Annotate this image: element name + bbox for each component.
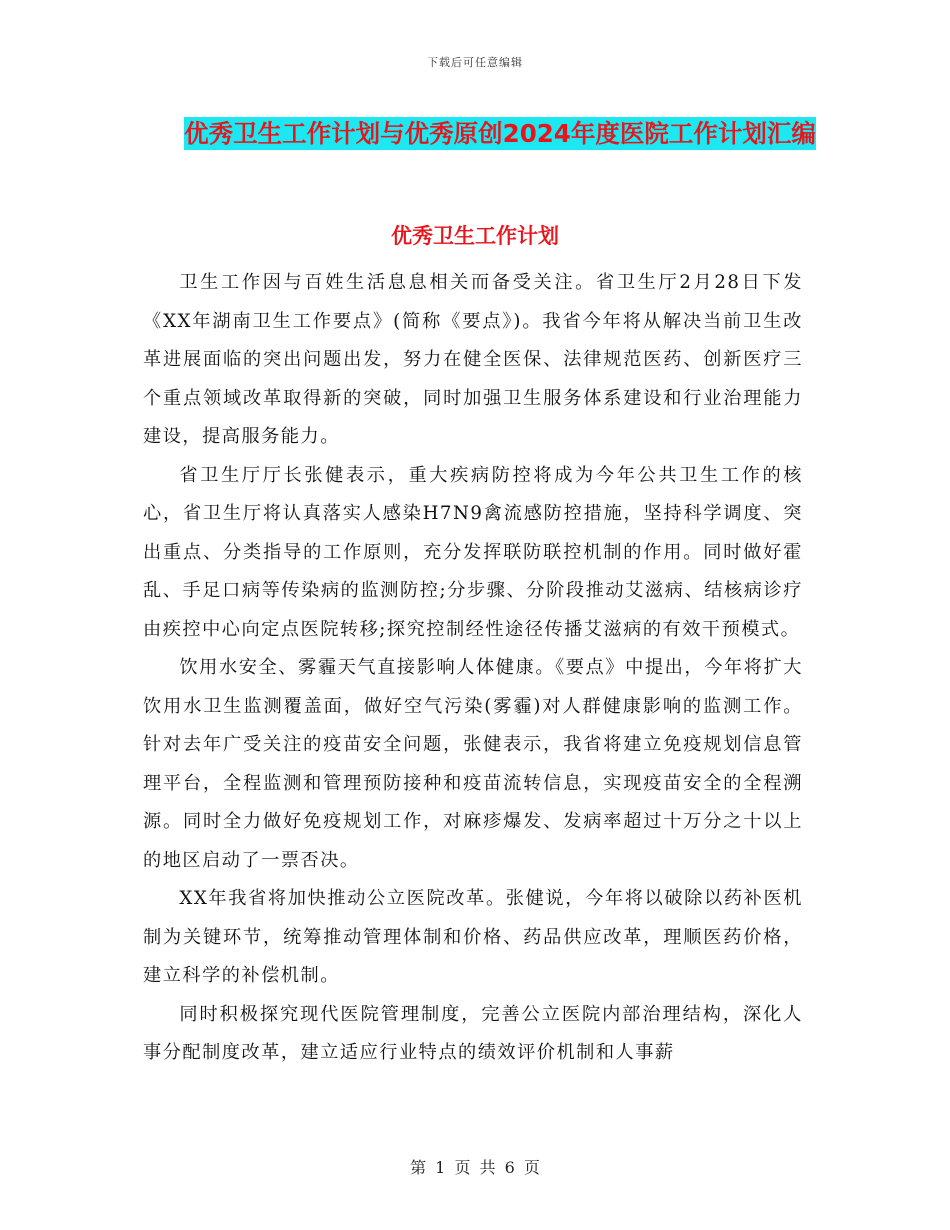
document-title-text: 优秀卫生工作计划与优秀原创2024年度医院工作计划汇编 — [184, 119, 816, 148]
page-number: 第 1 页 共 6 页 — [410, 1158, 540, 1177]
document-body — [143, 264, 803, 1073]
paragraph: 卫生工作因与百姓生活息息相关而备受关注。省卫生厅2月28日下发《XX年湖南卫生工作要点》(简称《要点》)。我省今年将从解决当前卫生改革进展面临的突出问题出发，努力在健全医保、法律规范医药、创新医疗三个重点领域改革取得新的突破，同时加强卫生服务体系建设和行业治理能力建设，提高服务能力。 — [143, 272, 803, 447]
paragraph: 同时积极探究现代医院管理制度，完善公立医院内部治理结构，深化人事分配制度改革，建立适应行业特点的绩效评价机制和人事薪 — [143, 1003, 803, 1063]
section-title: 优秀卫生工作计划 — [391, 224, 559, 248]
download-note: 下载后可任意编辑 — [427, 56, 523, 69]
document-title — [180, 112, 820, 155]
paragraph: 省卫生厅厅长张健表示，重大疾病防控将成为今年公共卫生工作的核心，省卫生厅将认真落实人感染H7N9禽流感防控措施，坚持科学调度、突出重点、分类指导的工作原则，充分发挥联防联控机制的作用。同时做好霍乱、手足口病等传染病的监测防控;分步骤、分阶段推动艾滋病、结核病诊疗由疾控中心向定点医院转移;探究控制经性途径传播艾滋病的有效干预模式。 — [143, 464, 803, 640]
paragraph: XX年我省将加快推动公立医院改革。张健说，今年将以破除以药补医机制为关键环节，统筹推动管理体制和价格、药品供应改革，理顺医药价格，建立科学的补偿机制。 — [143, 888, 803, 986]
paragraph: 饮用水安全、雾霾天气直接影响人体健康。《要点》中提出，今年将扩大饮用水卫生监测覆盖面，做好空气污染(雾霾)对人群健康影响的监测工作。针对去年广受关注的疫苗安全问题，张健表示，我省将建立免疫规划信息管理平台，全程监测和管理预防接种和疫苗流转信息，实现疫苗安全的全程溯源。同时全力做好免疫规划工作，对麻疹爆发、发病率超过十万分之十以上的地区启动了一票否决。 — [143, 657, 803, 871]
